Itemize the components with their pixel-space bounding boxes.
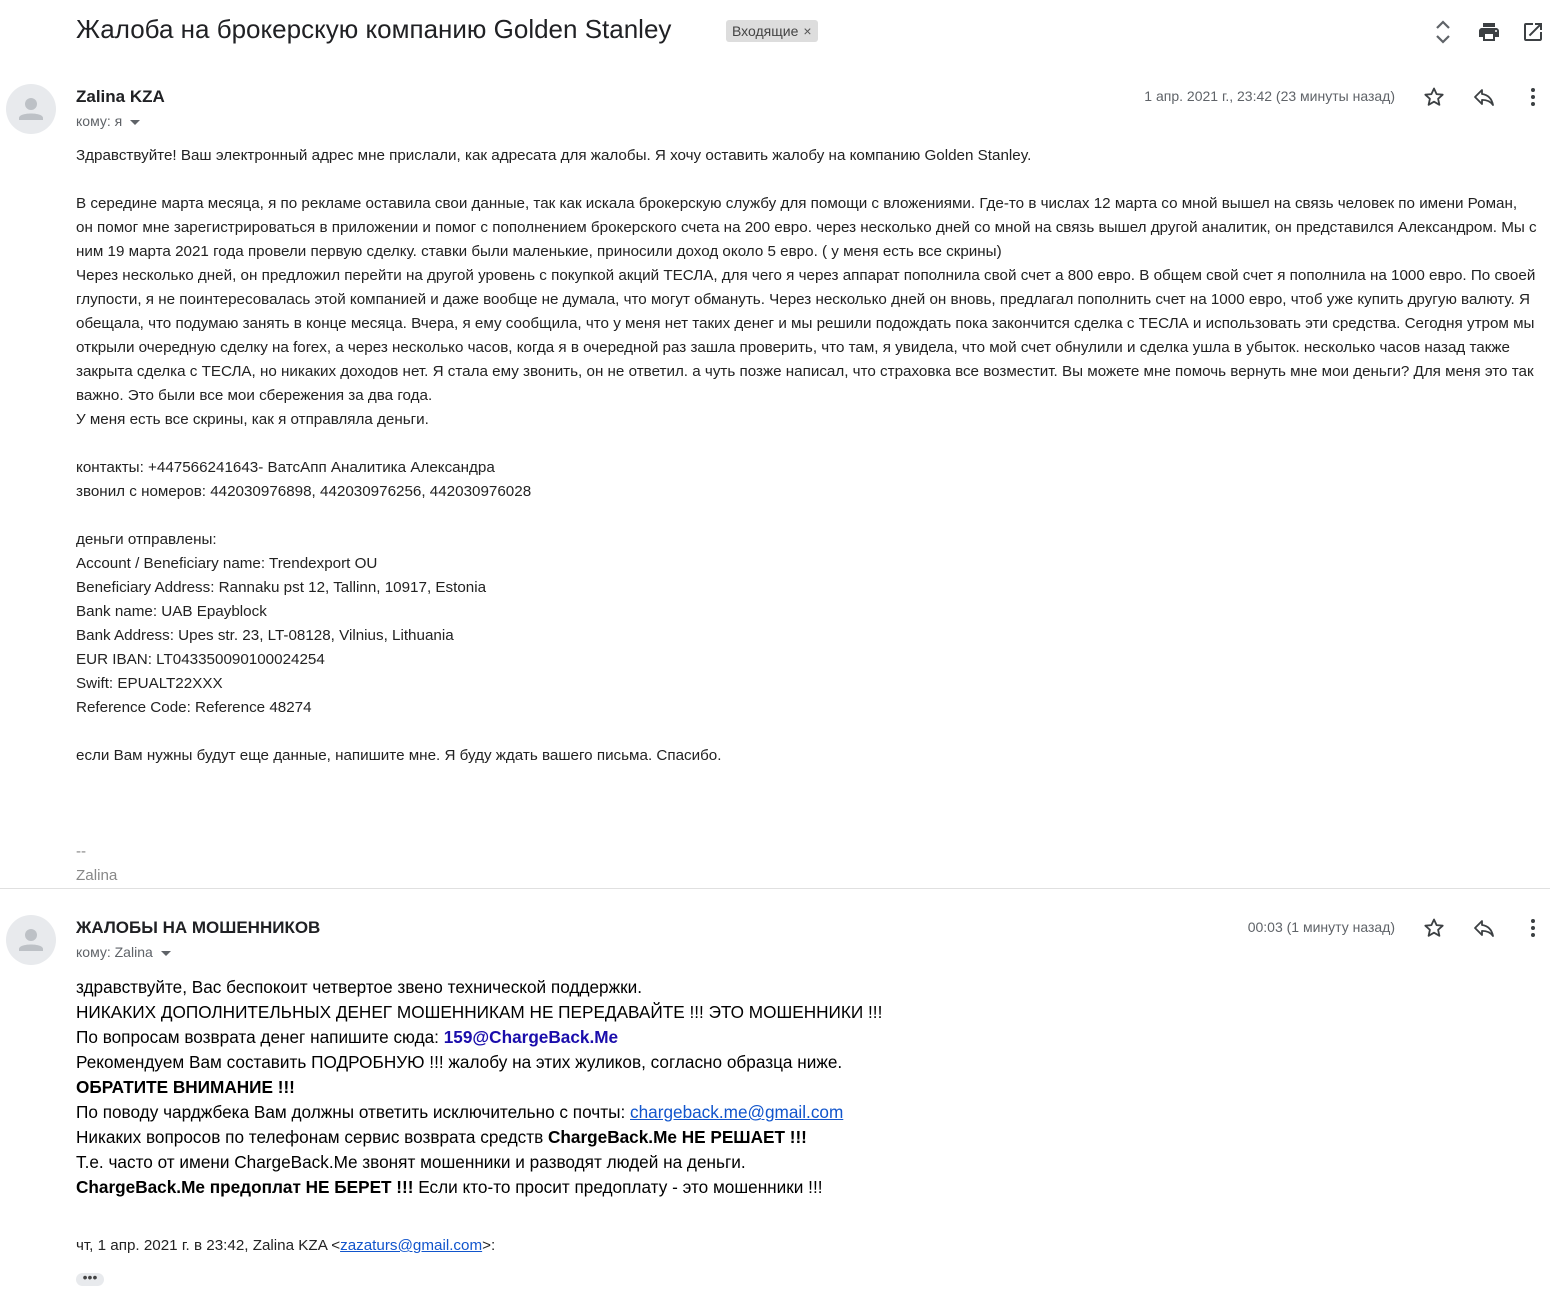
spacer [76,504,1538,528]
quoted-sender-email-link[interactable]: zazaturs@gmail.com [340,1237,483,1254]
spacer [76,432,1538,456]
thread-header [0,0,1550,64]
sender-name: Zalina KZA [76,87,165,106]
message-body [76,975,1538,1200]
message-date: 00:03 (1 минуту назад) [1247,919,1395,935]
body-paragraph: Через несколько дней, он предложил перейти на другой уровень с покупкой акций ТЕСЛА, для чего я через аппарат пополнила свой счет а 800 евро. В общем свой счет я пополнила на 1000 евро. По своей глупости, я не поинтересовалась этой компанией и даже вообще не думала, что могут обмануть. Через несколько дней он вновь, предлагал пополнить счет на 1000 евро, чтоб уже купить другую валюту. Я обещала, что подумаю занять в конце месяца. Вчера, я ему сообщила, что у меня нет таких денег и мы решили подождать пока закончится сделка с ТЕСЛА и использовать эти средства. Сегодня утром мы открыли очередную сделку на forex, а через несколько часов, когда я в очередной раз зашла проверить, что там, я увидела, что мой счет обнулили и сделка ушла в убыток. несколько часов назад также закрыта сделка с ТЕСЛА, но никаких доходов нет. Я стала ему звонить, он не ответил. а чуть позже написал, что страховка все возместит. Вы можете мне помочь вернуть мне мои деньги? Для меня это так важно. Это были все мои сбережения за два года. [76,267,1536,404]
chargeback-email-link[interactable]: 159@ChargeBack.Me [443,1027,619,1047]
expand-collapse-icon[interactable] [1429,18,1457,46]
body-line: Рекомендуем Вам составить ПОДРОБНУЮ !!! жалобу на этих жуликов, согласно образца ниже. [76,1052,843,1072]
message-body [76,144,1538,888]
payment-line: Bank name: UAB Epayblock [76,603,267,620]
signature-separator: -- [76,843,87,860]
sender-name: ЖАЛОБЫ НА МОШЕННИКОВ [76,918,321,937]
more-vert-icon[interactable] [1519,83,1547,111]
inbox-label-text: Входящие [732,23,799,39]
body-line [76,1100,1538,1125]
payment-line: Beneficiary Address: Rannaku pst 12, Tallinn, 10917, Estonia [76,579,487,596]
payment-line: Swift: EPUALT22XXX [76,675,223,692]
quoted-header [76,1237,495,1254]
body-text: По поводу чарджбека Вам должны ответить исключительно с почты: [76,1102,631,1122]
body-line [76,1175,1538,1200]
recipient-text: кому: я [76,113,123,129]
body-bold-text: ChargeBack.Me предоплат НЕ БЕРЕТ !!! [76,1177,414,1197]
body-text: Никаких вопросов по телефонам сервис возврата средств [76,1127,548,1147]
reply-icon[interactable] [1470,83,1498,111]
body-line: Т.е. часто от имени ChargeBack.Me звонят мошенники и разводят людей на деньги. [76,1152,746,1172]
payment-line: Bank Address: Upes str. 23, LT-08128, Vilnius, Lithuania [76,627,454,644]
body-bold-text: ChargeBack.Me НЕ РЕШАЕТ !!! [547,1127,807,1147]
inbox-label-chip[interactable] [726,20,818,42]
print-icon[interactable] [1475,18,1503,46]
thread-subject: Жалоба на брокерскую компанию Golden Stanley [76,14,672,44]
payment-line: EUR IBAN: LT043350090100024254 [76,651,325,668]
reply-icon[interactable] [1470,914,1498,942]
body-text: Если кто-то просит предоплату - это мошенники !!! [413,1177,823,1197]
body-line [76,1025,1538,1050]
recipient-text: кому: Zalina [76,944,153,960]
contacts-line: звонил с номеров: 442030976898, 442030976256, 442030976028 [76,483,532,500]
quote-prefix: чт, 1 апр. 2021 г. в 23:42, Zalina KZA < [76,1237,341,1254]
body-paragraph: В середине марта месяца, я по рекламе оставила свои данные, так как искала брокерскую службу для помощи с вложениями. Где-то в числах 12 марта со мной вышел на связь человек по имени Роман, он помог мне зарегистрироваться в приложении и помог с пополнением брокерского счета на 200 евро. через несколько дней со мной на связь вышел другой аналитик, он представился Александром. Мы с ним 19 марта 2021 года провели первую сделку. ставки были маленькие, приносили доход около 5 евро. ( у меня есть все скрины) [76,195,1537,260]
payment-line: деньги отправлены: [76,531,217,548]
body-line: ОБРАТИТЕ ВНИМАНИЕ !!! [76,1077,295,1097]
body-paragraph: У меня есть все скрины, как я отправляла деньги. [76,411,429,428]
spacer [76,768,1538,816]
body-paragraph: Здравствуйте! Ваш электронный адрес мне прислали, как адресата для жалобы. Я хочу оставить жалобу на компанию Golden Stanley. [76,147,1032,164]
more-vert-icon[interactable] [1519,914,1547,942]
sender-avatar [6,84,56,134]
spacer [76,816,1538,840]
gmail-email-link[interactable]: chargeback.me@gmail.com [630,1102,844,1122]
show-trimmed-content-button[interactable]: ••• [76,1273,104,1286]
recipient-dropdown[interactable] [76,944,171,960]
body-text: По вопросам возврата денег напишите сюда: [76,1027,444,1047]
chevron-down-icon [130,120,140,125]
signature-name: Zalina [76,867,118,884]
body-line [76,1125,1538,1150]
spacer [76,720,1538,744]
body-line: здравствуйте, Вас беспокоит четвертое звено технической поддержки. [76,977,642,997]
spacer [76,168,1538,192]
remove-label-icon[interactable]: × [803,23,812,39]
payment-line: Account / Beneficiary name: Trendexport OU [76,555,378,572]
closing-line: если Вам нужны будут еще данные, напишите мне. Я буду ждать вашего письма. Спасибо. [76,747,722,764]
recipient-dropdown[interactable] [76,113,140,129]
sender-avatar [6,915,56,965]
star-icon[interactable] [1420,914,1448,942]
message-date: 1 апр. 2021 г., 23:42 (23 минуты назад) [1144,88,1395,104]
body-line: НИКАКИХ ДОПОЛНИТЕЛЬНЫХ ДЕНЕГ МОШЕННИКАМ НЕ ПЕРЕДАВАЙТЕ !!! ЭТО МОШЕННИКИ !!! [76,1002,883,1022]
quote-suffix: >: [482,1237,496,1254]
message-divider [0,888,1550,889]
chevron-down-icon [161,951,171,956]
star-icon[interactable] [1420,83,1448,111]
payment-line: Reference Code: Reference 48274 [76,699,312,716]
open-in-new-window-icon[interactable] [1519,18,1547,46]
contacts-line: контакты: +447566241643- ВатсАпп Аналитика Александра [76,459,495,476]
